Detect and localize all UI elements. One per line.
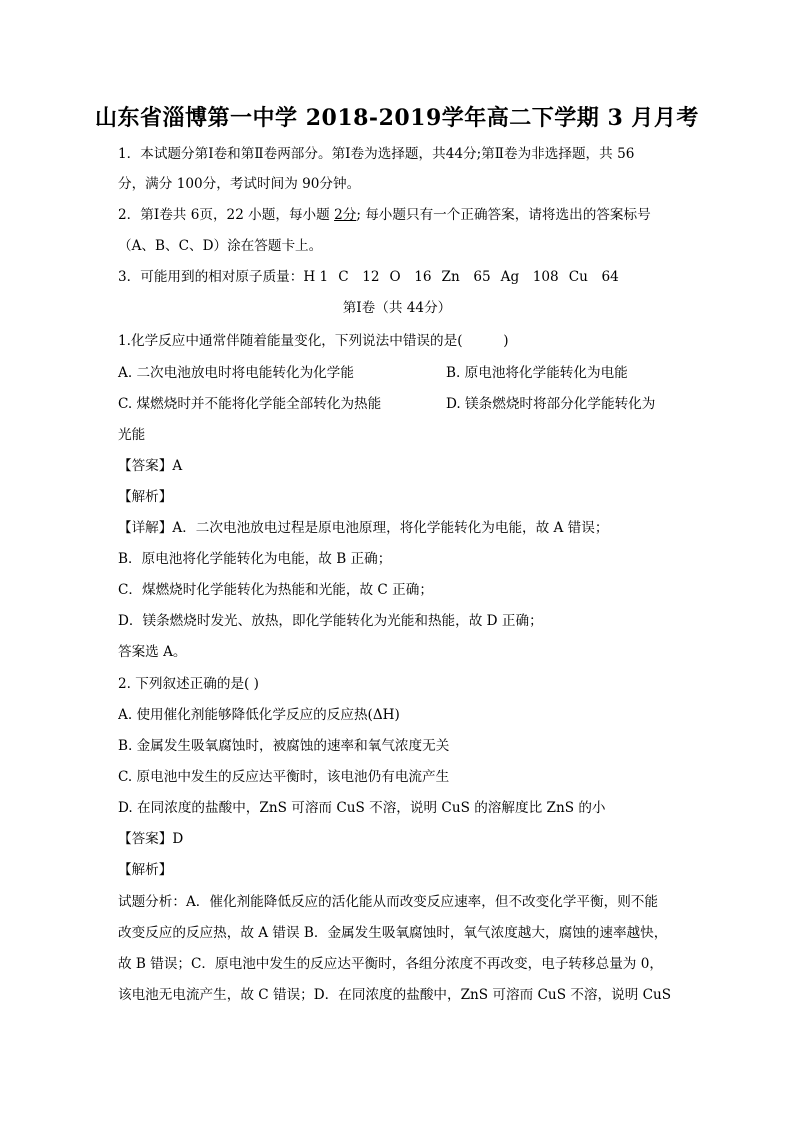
q1-detail-line-3: C．煤燃烧时化学能转化为热能和光能，故 C 正确； <box>118 582 433 598</box>
atomic-mass-zn: Zn 65 <box>441 269 491 285</box>
instruction-2-text-after: ; 每小题只有一个正确答案，请将选出的答案标号 <box>356 207 651 223</box>
atomic-mass-o: O 16 <box>389 269 432 285</box>
q2-stem: 2. 下列叙述正确的是( ) <box>118 676 259 692</box>
q1-option-d: D. 镁条燃烧时将部分化学能转化为 <box>446 396 656 412</box>
instruction-2-line-2: （A、B、C、D）涂在答题卡上。 <box>118 238 323 254</box>
q2-option-d: D. 在同浓度的盐酸中，ZnS 可溶而 CuS 不溶，说明 CuS 的溶解度比 ZnS 的小 <box>118 800 606 816</box>
page-title: 山东省淄博第一中学 2018-2019学年高二下学期 3 月月考 <box>95 105 699 131</box>
section-heading: 第Ⅰ卷（共 44分） <box>342 300 452 316</box>
atomic-mass-cu: Cu 64 <box>568 269 619 285</box>
q2-answer: 【答案】D <box>118 831 184 847</box>
q1-option-b: B. 原电池将化学能转化为电能 <box>446 365 628 381</box>
q1-detail-line-1: 【详解】A．二次电池放电过程是原电池原理，将化学能转化为电能，故 A 错误； <box>118 520 609 536</box>
instruction-2-line-1 <box>118 205 678 225</box>
atomic-mass-c: C 12 <box>338 269 380 285</box>
q2-option-c: C. 原电池中发生的反应达平衡时，该电池仍有电流产生 <box>118 769 450 785</box>
q1-option-c: C. 煤燃烧时并不能将化学能全部转化为热能 <box>118 396 382 412</box>
instruction-2-text-before: 2．第Ⅰ卷共 6页，22 小题，每小题 <box>118 207 335 223</box>
instruction-3-line <box>118 267 678 287</box>
q2-option-a: A. 使用催化剂能够降低化学反应的反应热(ΔH) <box>118 707 400 723</box>
instruction-1-line-2: 分，满分 100分，考试时间为 90分钟。 <box>118 176 361 192</box>
instruction-1-line-1: 1．本试题分第Ⅰ卷和第Ⅱ卷两部分。第Ⅰ卷为选择题，共44分;第Ⅱ卷为非选择题，共 56 <box>118 146 635 162</box>
q1-analysis-heading: 【解析】 <box>118 489 173 505</box>
q2-analysis-line-2: 改变反应的反应热，故 A 错误 B．金属发生吸氧腐蚀时，氧气浓度越大，腐蚀的速率越快， <box>118 925 668 941</box>
q1-detail-line-2: B．原电池将化学能转化为电能，故 B 正确； <box>118 551 392 567</box>
q2-analysis-line-1: 试题分析：A．催化剂能降低反应的活化能从而改变反应速率，但不改变化学平衡，则不能 <box>118 894 658 910</box>
q1-detail-line-4: D．镁条燃烧时发光、放热，即化学能转化为光能和热能，故 D 正确； <box>118 613 543 629</box>
q2-analysis-line-4: 该电池无电流产生，故 C 错误；D．在同浓度的盐酸中，ZnS 可溶而 CuS 不溶，说明 CuS <box>118 987 672 1003</box>
q2-analysis-heading: 【解析】 <box>118 862 173 878</box>
instruction-3-label: 3．可能用到的相对原子质量： <box>118 269 304 285</box>
q1-option-a: A. 二次电池放电时将电能转化为化学能 <box>118 365 354 381</box>
q1-stem: 1.化学反应中通常伴随着能量变化，下列说法中错误的是( ) <box>118 333 509 349</box>
atomic-mass-ag: Ag 108 <box>500 269 559 285</box>
q1-option-d-continued: 光能 <box>118 427 146 443</box>
atomic-mass-h: H 1 <box>303 269 329 285</box>
q1-detail-line-5: 答案选 A。 <box>118 644 187 660</box>
q2-option-b: B. 金属发生吸氧腐蚀时，被腐蚀的速率和氧气浓度无关 <box>118 738 450 754</box>
instruction-2-underlined-score: 2分 <box>334 207 357 223</box>
q1-answer: 【答案】A <box>118 458 183 474</box>
q2-analysis-line-3: 故 B 错误；C．原电池中发生的反应达平衡时，各组分浓度不再改变，电子转移总量为 0， <box>118 956 663 972</box>
